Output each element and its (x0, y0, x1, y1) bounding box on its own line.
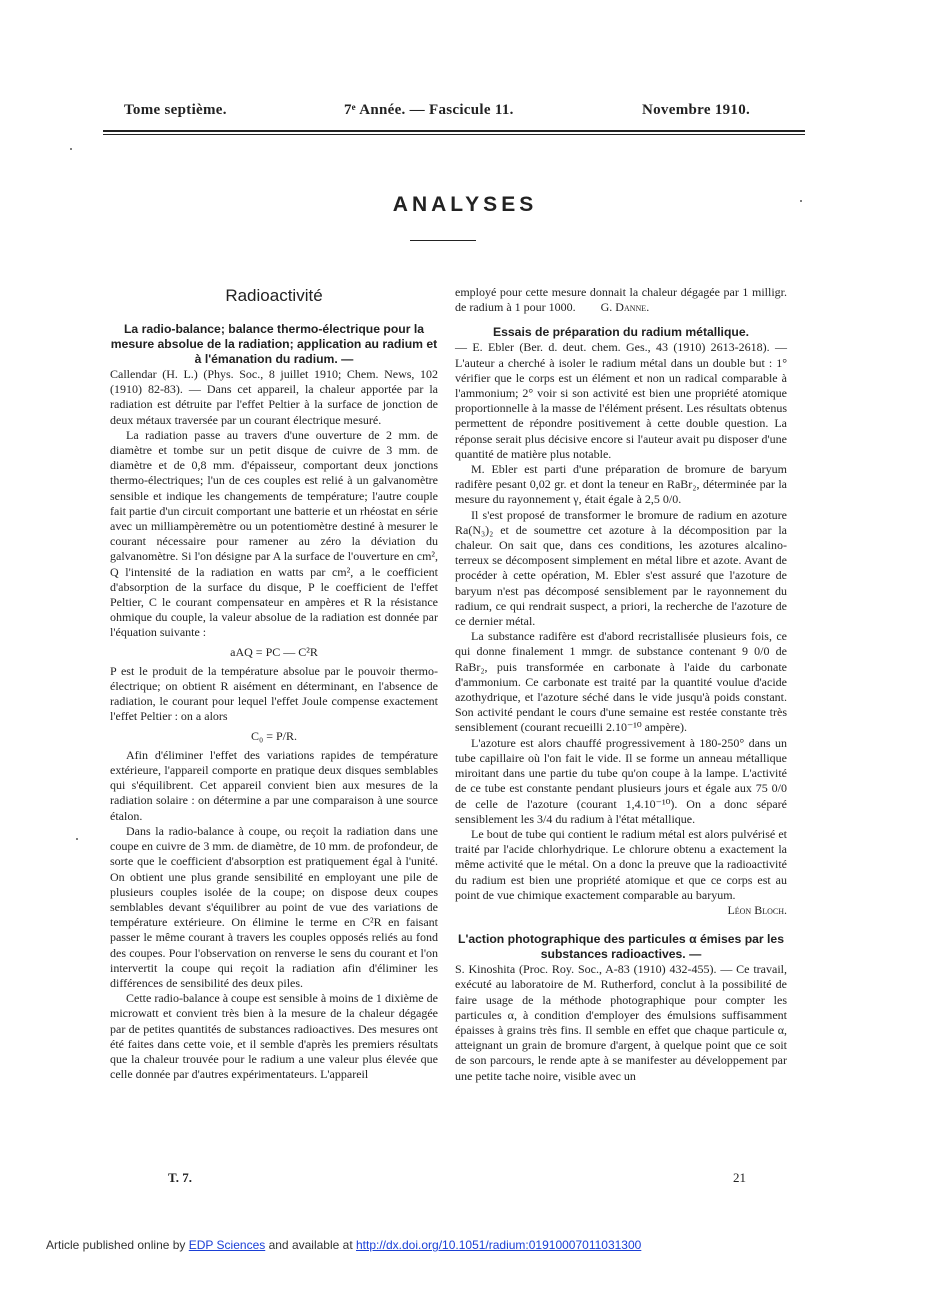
right-column (455, 285, 787, 1084)
article1-continuation: employé pour cette mesure donnait la chaleur dégagée par 1 milligr. de radium à 1 pour 1000. G. Danne. (455, 285, 787, 315)
article2-heading: Essais de préparation du radium métallique. (492, 325, 749, 340)
header-volume: Tome septième. (124, 102, 227, 118)
credit-middle: and available at (265, 1238, 356, 1252)
scan-speck (800, 200, 802, 202)
article1-paragraph: Afin d'éliminer l'effet des variations rapides de température extérieure, l'appareil comporte en pratique deux disques semblables qui s'équilibrent. Cet appareil convient bien aux mesures de la radiation solaire : on détermine a par une comparaison à une source étalon. (110, 747, 438, 823)
article2-signature: Léon Bloch. (727, 902, 787, 917)
article1-paragraph: P est le produit de la température absolue par le pouvoir thermo-électrique; on obtient R aisément en déterminant, en l'absence de radiation, le courant pour lequel l'effet Joule compense exactement l'effet Peltier : on a alors (110, 663, 438, 724)
scan-speck (70, 148, 72, 150)
header-rule-top (103, 130, 805, 132)
article2-paragraph: Le bout de tube qui contient le radium métal est alors pulvérisé et traité par l'acide chlorhydrique. Le chlorure obtenu a exactement la même activité que le métal. On a donc la preuve que la radioactivité du radium est bien une propriété atomique et que ce corps est au point de vue chimique exactement comparable au baryum. (455, 826, 787, 902)
header-date: Novembre 1910. (642, 102, 751, 118)
article1-heading: La radio-balance; balance thermo-électrique pour la mesure absolue de la radiation; application au radium et à l'émanation du radium. — (110, 322, 438, 366)
publication-credit (46, 1238, 641, 1252)
left-column (110, 322, 438, 1082)
article1-paragraph: La radiation passe au travers d'une ouverture de 2 mm. de diamètre et tombe sur un petit disque de cuivre de 3 mm. de diamètre et de 0,8 mm. d'épaisseur, comportant deux jonctions thermo-électriques; l'un de ces couples est relié à un galvanomètre sensible et indique les changements de température; l'autre couple fait partie d'un circuit comportant une batterie et un rhéostat en série avec un milliampèremètre ou un potentiomètre destiné à mesurer le courant nécessaire pour ramener au zéro la déviation du galvanomètre. Si l'on désigne par A la surface de l'ouverture en cm², Q l'intensité de la radiation en watts par cm², a le coefficient d'absorption de la surface du disque, P le coefficient de l'effet Peltier, C le courant compensateur en ampères et R la résistance ohmique du couple, la valeur absolue de la radiation est donnée par l'équation suivante : (110, 427, 438, 640)
header-rule-bottom (103, 134, 805, 135)
section-title: Radioactivité (225, 286, 323, 305)
doi-link[interactable]: http://dx.doi.org/10.1051/radium:01910007011031300 (355, 1238, 642, 1252)
article2-paragraph: M. Ebler est parti d'une préparation de bromure de baryum radifère pesant 0,02 gr. et dont la teneur en RaBr₂, déterminée par la mesure du rayonnement γ, était égale à 2,5 0/0. (455, 462, 787, 507)
equation-1: aAQ = PC — C²R (230, 644, 318, 659)
article2-paragraph: L'azoture est alors chauffé progressivement à 180-250° dans un tube capillaire où l'on fait le vide. Il se forme un anneau métallique miroitant dans une partie du tube qu'on coupe à la lampe. L'activité de ce tube est constante pendant plusieurs jours et égale aux 75 0/0 de celle de l'azoture (courant 1,4.10⁻¹⁰). On a donc séparé sensiblement les 3/4 du radium à l'état métallique. (455, 735, 787, 826)
header-issue: 7ᵉ Année. — Fascicule 11. (344, 102, 514, 118)
article1-paragraph: Cette radio-balance à coupe est sensible à moins de 1 dixième de microwatt et convient très bien à la mesure de la chaleur dégagée par de petites quantités de substances radioactives. Des mesures ont été faites dans cette voie, et il semble d'après les premiers résultats que la chaleur trouvée pour le radium a une valeur plus élevée que celle donnée par d'autres expérimentateurs. L'appareil (110, 991, 438, 1082)
title-rule (410, 240, 476, 241)
equation-2: C₀ = P/R. (251, 728, 297, 743)
credit-prefix: Article published online by (46, 1238, 189, 1252)
article1-paragraph: Dans la radio-balance à coupe, ou reçoit la radiation dans une coupe en cuivre de 3 mm. de diamètre, de 10 mm. de profondeur, de sorte que le coefficient d'absorption est pratiquement égal à l'unité. On obtient une plus grande sensibilité en employant une pile de plusieurs couples isolée de la coupe; on dispose deux coupes semblables devant s'équilibrer au point de vue des variations de température extérieure. On élimine le terme en C²R en faisant passer le même courant à travers les couples opposés reliés au fond des coupes. Pour l'observation on renverse le sens du courant et l'on intervertit la coupe qui reçoit la radiation afin d'éliminer les différences de sensibilité des deux piles. (110, 823, 438, 990)
footer-volume: T. 7. (168, 1170, 192, 1185)
article3-heading: L'action photographique des particules α émises par les substances radioactives. — (458, 932, 784, 962)
article2-paragraph: La substance radifère est d'abord recristallisée plusieurs fois, ce qui donne finalement 1 mmgr. de substance contenant 9 0/0 de RaBr₂, puis transformée en carbonate à l'aide du carbonate d'ammonium. Ce carbonate est traité par la quantité voulue d'acide azothydrique, et l'azoture séché dans le vide jusqu'à poids constant. Son activité pendant le cours d'une semaine est restée constante très sensiblement (courant recueilli 2.10⁻¹⁰ ampère). (455, 629, 787, 735)
article2-paragraph: Il s'est proposé de transformer le bromure de radium en azoture Ra(N₃)₂ et de soumettre cet azoture à la décomposition par la chaleur. On sait que, dans ces conditions, les azotures alcalino-terreux se décomposent simplement en métal libre et azote. Avant de procéder à cette opération, M. Ebler s'est assuré que l'azoture de baryum n'est pas décomposé sensiblement par le rayonnement du radium, ce qui rendrait suspect, a priori, la recherche de l'azoture de ce dernier métal. (455, 507, 787, 629)
article1-signature: G. Danne. (600, 300, 650, 315)
publisher-link[interactable]: EDP Sciences (188, 1238, 266, 1252)
page-title: ANALYSES (392, 193, 538, 216)
scan-speck (76, 838, 78, 840)
article2-byline: — E. Ebler (Ber. d. deut. chem. Ges., 43 (1910) 2613-2618). — L'auteur a cherché à isoler le radium métal dans un double but : 1° vérifier que le corps est un élément et non un radical comparable à l'ammonium; 2° voir si son activité est bien une propriété atomique proportionnelle à la masse de l'élément présent. Les résultats obtenus permettent de répondre positivement à cette double question. La réponse serait plus décisive encore si l'auteur avait pu disposer d'une quantité de matière plus notable. (455, 340, 787, 461)
article3-body: S. Kinoshita (Proc. Roy. Soc., A-83 (1910) 432-455). — Ce travail, exécuté au laboratoire de M. Rutherford, conclut à la possibilité de faire usage de la méthode photographique pour compter les particules α, à condition d'employer des émulsions suffisamment épaisses à grains très fins. Il semble en effet que chaque particule α, atteignant un grain de bromure d'argent, à quelque point que ce soit de son parcours, le rende apte à se manifester au développement par une petite tache noire, visible avec un (455, 962, 787, 1083)
footer-page-number: 21 (733, 1170, 746, 1185)
article1-paragraph: Callendar (H. L.) (Phys. Soc., 8 juillet 1910; Chem. News, 102 (1910) 82-83). — Dans cet appareil, la chaleur apportée par la radiation est détruite par l'effet Peltier à la surface de jonction de deux métaux traversée par un courant électrique mesuré. (110, 367, 438, 427)
